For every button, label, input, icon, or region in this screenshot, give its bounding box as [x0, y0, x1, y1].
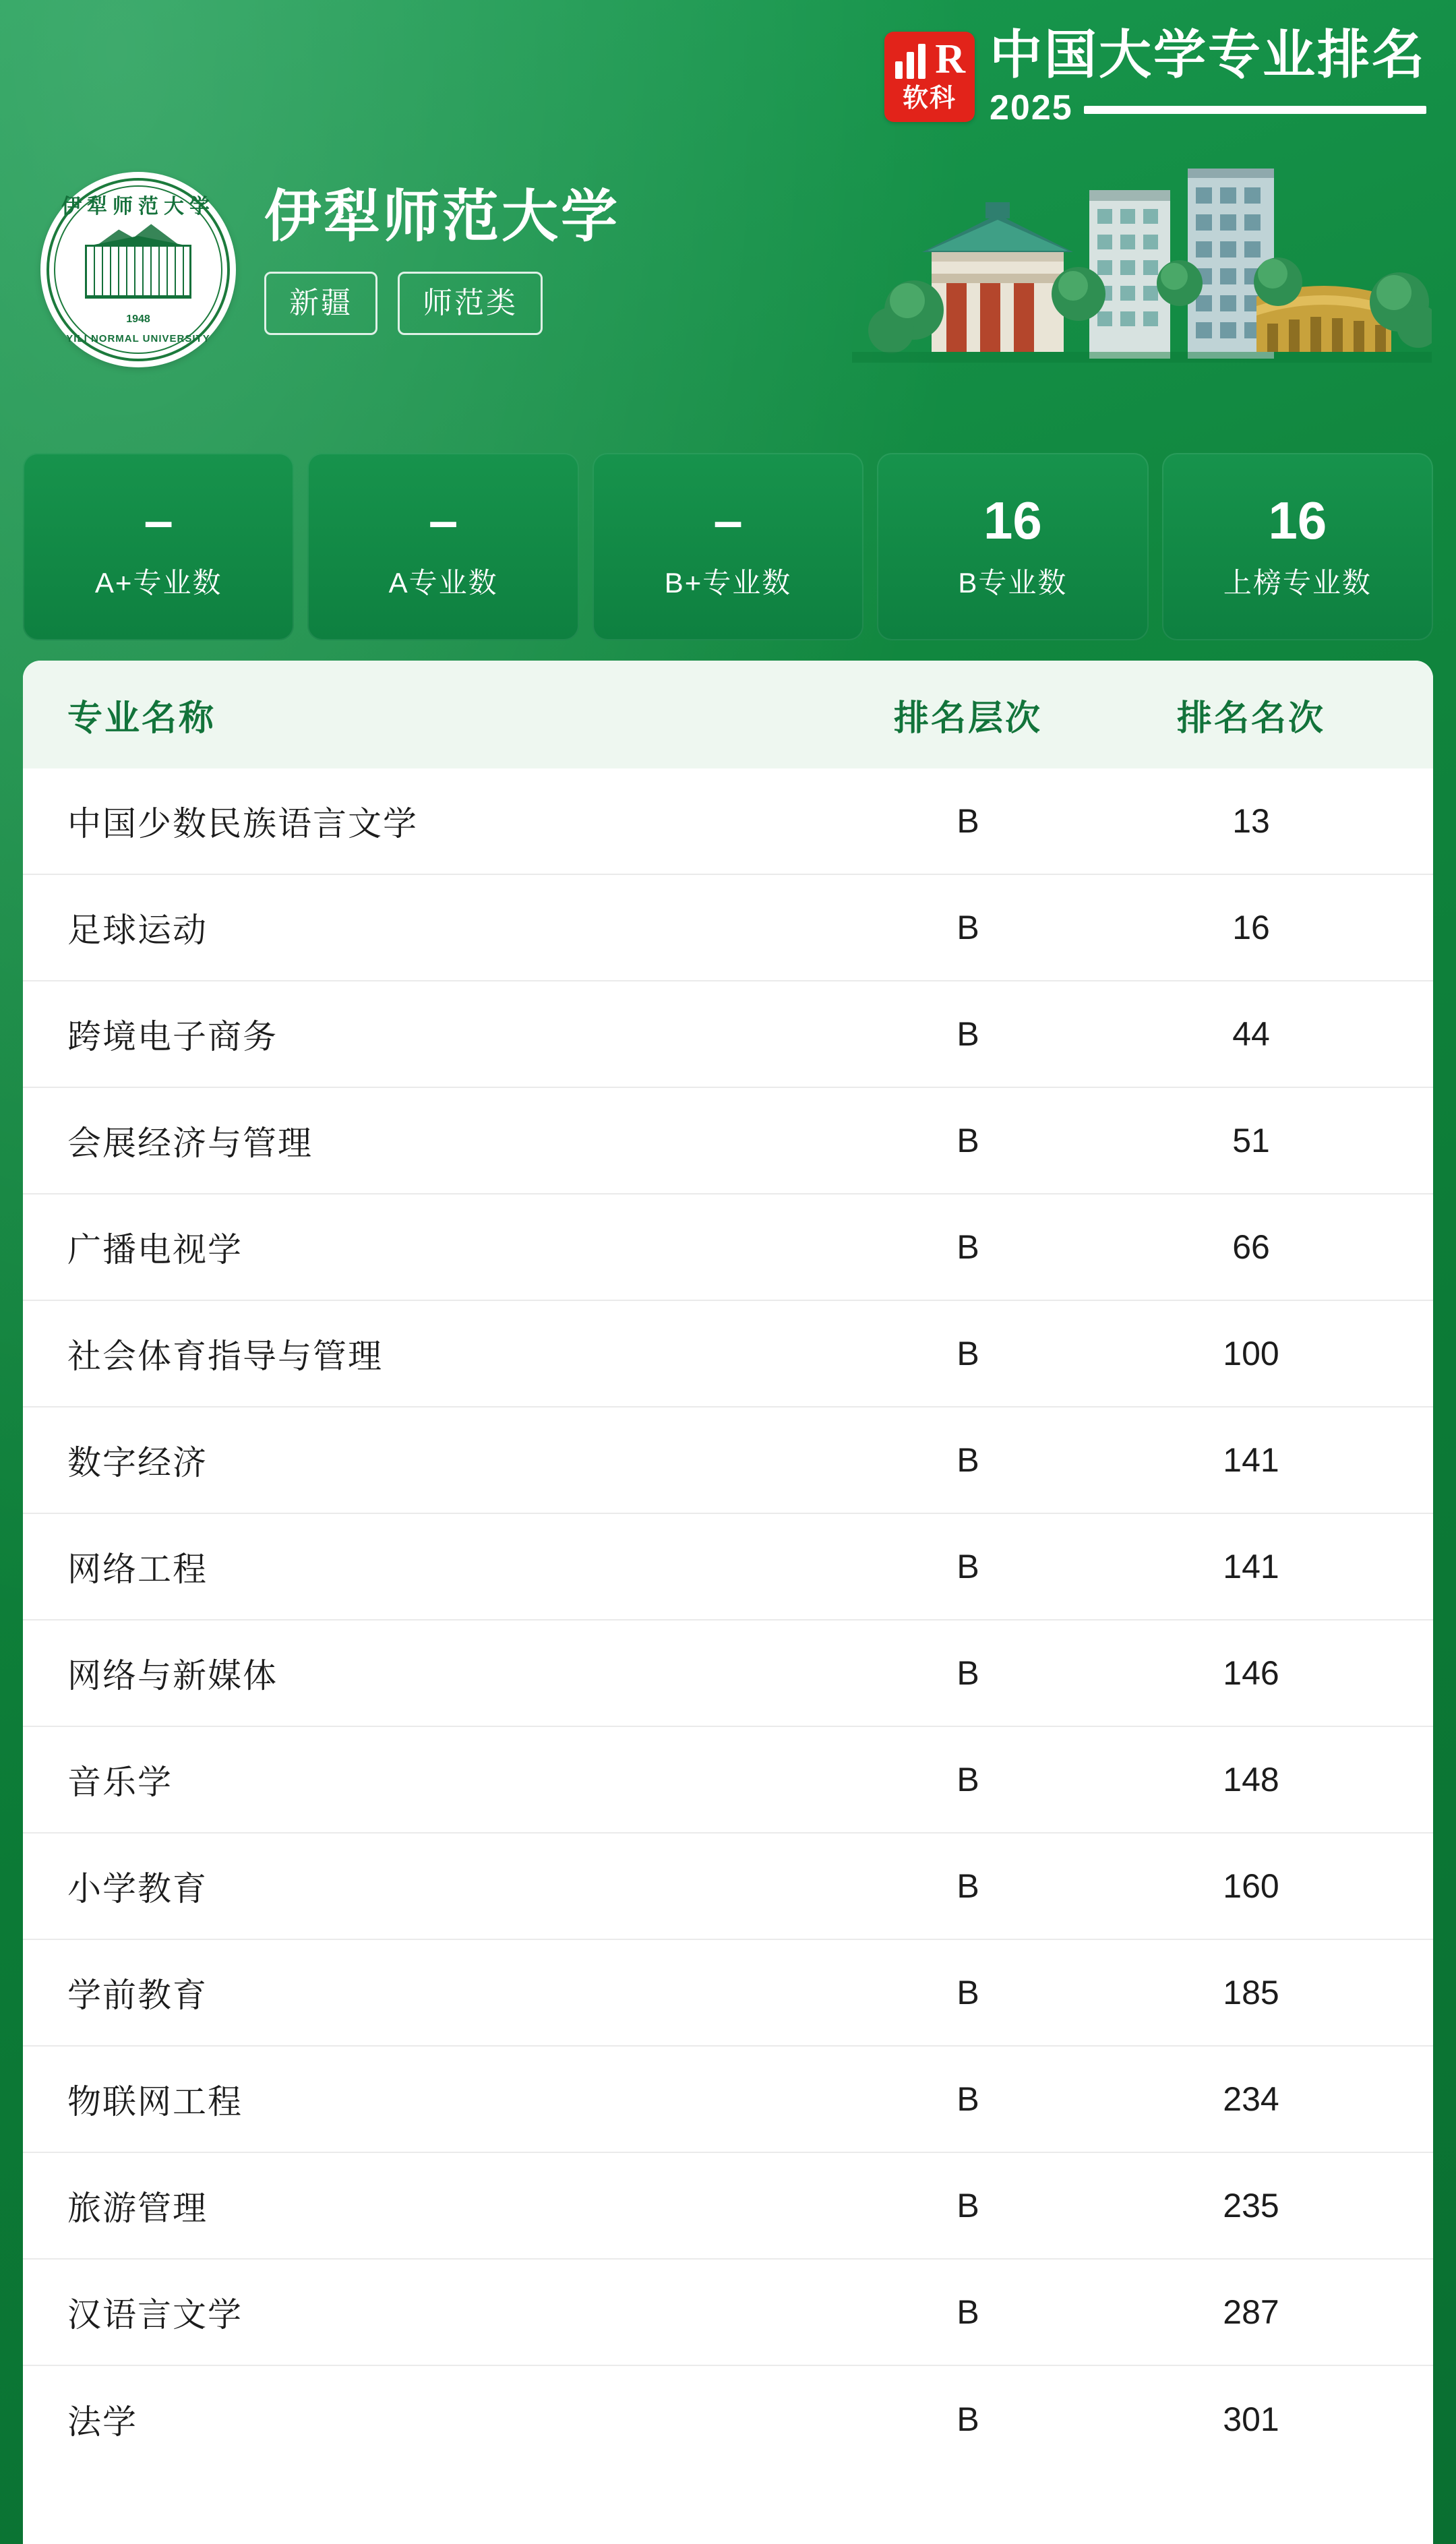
- seal-english-name: YILI NORMAL UNIVERSITY: [66, 333, 210, 344]
- cell-tier: B: [957, 1228, 979, 1266]
- cell-rank: 100: [1223, 1335, 1279, 1372]
- cell-major: 物联网工程: [67, 2083, 243, 2121]
- cell-rank: 66: [1232, 1228, 1270, 1266]
- stat-value: 16: [1268, 491, 1327, 550]
- column-header-major: 专业名称: [67, 698, 216, 738]
- seal-founding-year: 1948: [126, 313, 150, 325]
- cell-major: 数字经济: [67, 1444, 208, 1482]
- cell-rank: 234: [1223, 2080, 1279, 2118]
- stat-label: 上榜专业数: [1223, 567, 1372, 599]
- cell-tier: B: [957, 909, 979, 946]
- table-row: [23, 875, 1433, 981]
- university-meta: [264, 172, 620, 335]
- university-tag-list: [264, 272, 620, 335]
- seal-building-icon: [85, 245, 191, 299]
- university-header: [40, 172, 620, 367]
- cell-rank: 16: [1232, 909, 1270, 946]
- cell-tier: B: [957, 802, 979, 840]
- cell-tier: B: [957, 1335, 979, 1372]
- stat-card-b: [877, 453, 1148, 640]
- table-row: [23, 1940, 1433, 2047]
- cell-rank: 44: [1232, 1015, 1270, 1053]
- table-row: [23, 2047, 1433, 2153]
- cell-tier: B: [957, 1867, 979, 1905]
- table-row: [23, 1727, 1433, 1834]
- table-row: [23, 1407, 1433, 1514]
- column-header-rank: 排名名次: [1176, 698, 1325, 738]
- table-row: [23, 1514, 1433, 1621]
- cell-tier: B: [957, 1761, 979, 1798]
- cell-rank: 141: [1223, 1548, 1279, 1585]
- stat-value: –: [428, 491, 458, 550]
- cell-rank: 13: [1232, 802, 1270, 840]
- cell-major: 法学: [67, 2403, 138, 2441]
- cell-rank: 51: [1232, 1122, 1270, 1159]
- major-ranking-table: [23, 661, 1433, 2544]
- cell-rank: 160: [1223, 1867, 1279, 1905]
- cell-major: 汉语言文学: [67, 2296, 243, 2334]
- cell-major: 跨境电子商务: [67, 1018, 278, 1056]
- cell-tier: B: [957, 2080, 979, 2118]
- stat-card-a-plus: [23, 453, 294, 640]
- brand-text: [990, 26, 1426, 128]
- cell-major: 广播电视学: [67, 1231, 243, 1269]
- cell-tier: B: [957, 1548, 979, 1585]
- stat-card-b-plus: [593, 453, 863, 640]
- cell-major: 会展经济与管理: [67, 1124, 313, 1162]
- stat-label: A+专业数: [94, 567, 222, 599]
- cell-tier: B: [957, 1122, 979, 1159]
- cell-tier: B: [957, 1441, 979, 1479]
- brand-bar: [884, 26, 1426, 128]
- logo-bars-icon: [895, 44, 926, 79]
- table-row: [23, 981, 1433, 1088]
- ruanke-logo-icon: [884, 32, 975, 122]
- cell-major: 网络与新媒体: [67, 1657, 278, 1695]
- cell-rank: 301: [1223, 2400, 1279, 2438]
- table-header-row: [23, 661, 1433, 768]
- cell-major: 足球运动: [67, 911, 208, 949]
- cell-tier: B: [957, 1654, 979, 1692]
- cell-major: 学前教育: [67, 1976, 208, 2014]
- tag-category: 师范类: [398, 272, 543, 335]
- table-row: [23, 1834, 1433, 1940]
- table-row: [23, 2153, 1433, 2260]
- seal-chinese-name: 伊犁师范大学: [61, 195, 215, 218]
- stat-label: B专业数: [958, 567, 1068, 599]
- cell-rank: 148: [1223, 1761, 1279, 1798]
- column-header-tier: 排名层次: [893, 698, 1042, 738]
- cell-tier: B: [957, 2400, 979, 2438]
- stat-card-row: [23, 453, 1433, 640]
- cell-major: 小学教育: [67, 1870, 208, 1908]
- table-row: [23, 1621, 1433, 1727]
- stat-value: –: [144, 491, 173, 550]
- logo-wordmark: 软科: [902, 84, 957, 113]
- cell-rank: 287: [1223, 2293, 1279, 2331]
- stat-label: B+专业数: [664, 567, 792, 599]
- cell-rank: 185: [1223, 1974, 1279, 2011]
- cell-major: 音乐学: [67, 1763, 173, 1801]
- stat-card-total: [1162, 453, 1433, 640]
- tag-province: 新疆: [264, 272, 377, 335]
- poster-title: 中国大学专业排名: [989, 25, 1426, 84]
- brand-subline: [990, 88, 1426, 128]
- cell-rank: 146: [1223, 1654, 1279, 1692]
- cell-rank: 235: [1223, 2187, 1279, 2224]
- stat-label: A专业数: [388, 567, 498, 599]
- stat-value: 16: [983, 491, 1042, 550]
- cell-tier: B: [957, 2293, 979, 2331]
- table-row: [23, 768, 1433, 875]
- cell-major: 社会体育指导与管理: [67, 1337, 383, 1375]
- university-name: 伊犁师范大学: [264, 185, 621, 248]
- stat-card-a: [307, 453, 578, 640]
- table-row: [23, 1301, 1433, 1407]
- cell-major: 网络工程: [67, 1550, 208, 1588]
- cell-tier: B: [957, 1974, 979, 2011]
- table-row: [23, 1088, 1433, 1194]
- stat-value: –: [713, 491, 743, 550]
- cell-tier: B: [957, 2187, 979, 2224]
- campus-illustration-icon: [852, 150, 1432, 433]
- university-seal-icon: [40, 172, 236, 367]
- cell-major: 中国少数民族语言文学: [67, 805, 418, 843]
- divider-rule: [1084, 106, 1426, 114]
- table-row: [23, 2366, 1433, 2473]
- poster-year: 2025: [989, 88, 1073, 127]
- table-row: [23, 1194, 1433, 1301]
- table-row: [23, 2260, 1433, 2366]
- cell-tier: B: [957, 1015, 979, 1053]
- cell-major: 旅游管理: [67, 2189, 208, 2227]
- cell-rank: 141: [1223, 1441, 1279, 1479]
- logo-letter-r-icon: R: [935, 36, 965, 82]
